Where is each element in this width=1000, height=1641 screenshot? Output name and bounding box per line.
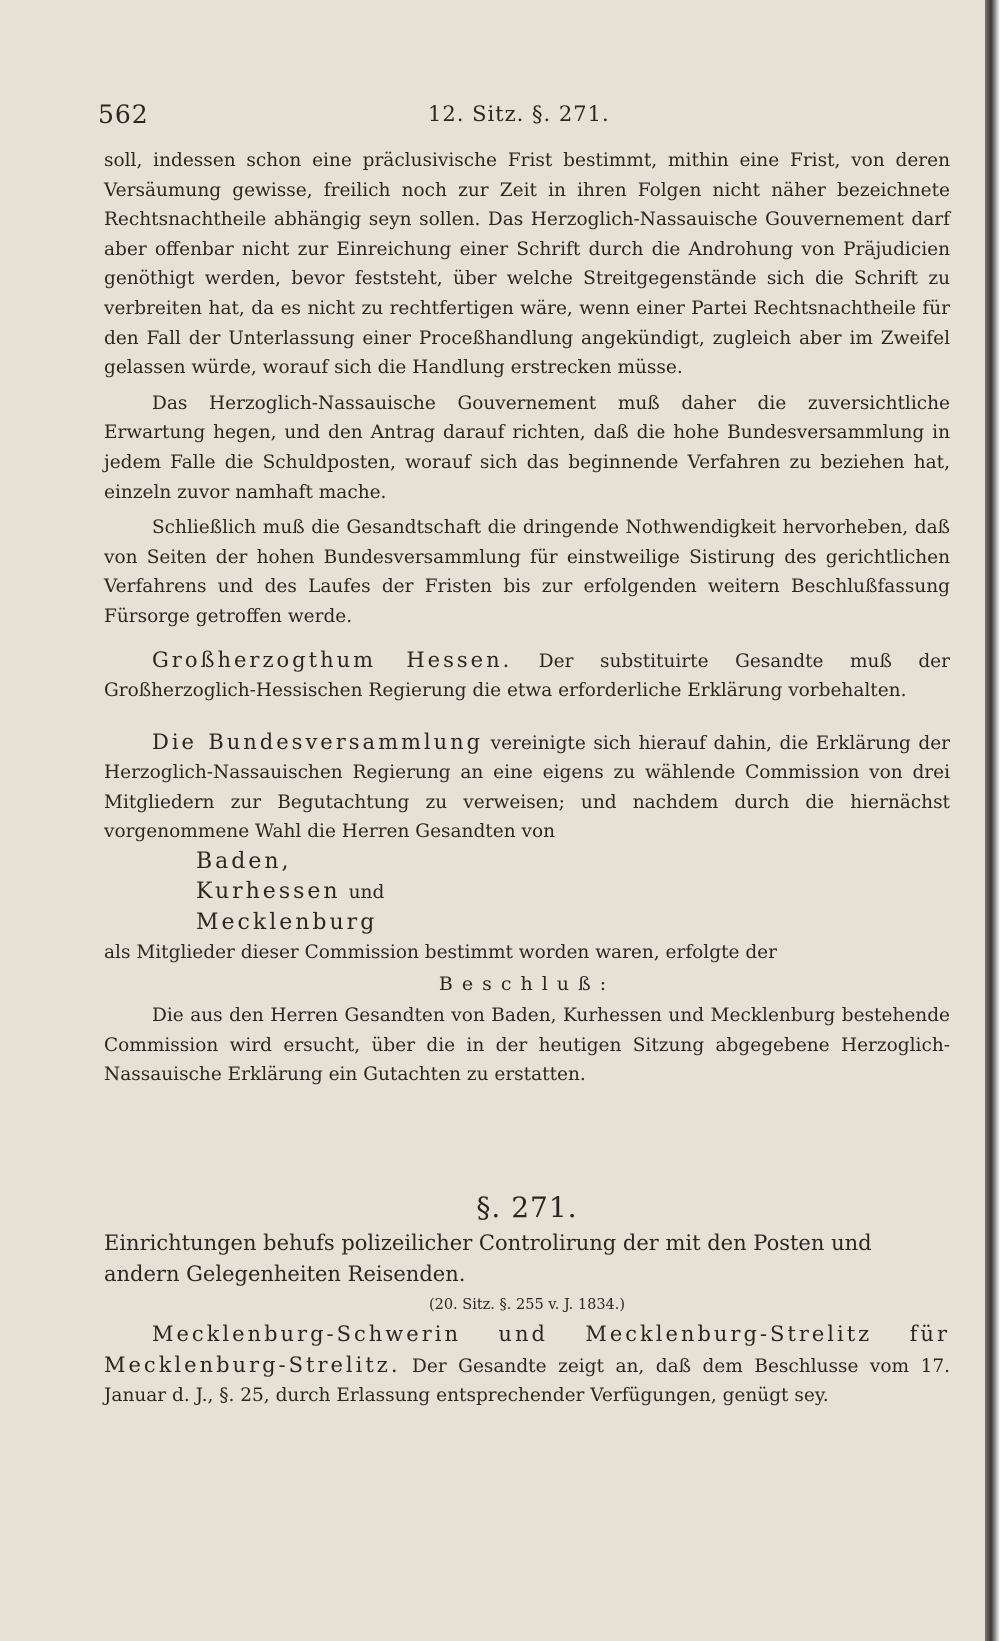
commission-members xyxy=(196,847,950,938)
running-head: 12. Sitz. §. 271. xyxy=(428,102,610,126)
member-kurhessen-name: Kurhessen xyxy=(196,879,341,905)
paragraph-resolution: Die aus den Herren Gesandten von Baden, Kurhessen und Mecklenburg bestehende Commission wird ersucht, über die in der heutigen Sitzung abgegebene Herzoglich-Nassauische Erklärung ein Gutachten zu erstatten. xyxy=(104,1005,950,1086)
member-baden: Baden, xyxy=(196,849,292,875)
section-number: §. 271. xyxy=(476,1191,578,1225)
bundesversammlung-heading: Die Bundesversammlung xyxy=(152,729,484,754)
members-conjunction: und xyxy=(348,882,385,904)
state-name-mecklenburg: Mecklenburg-Schwerin und Mecklenburg-Strelitz für Mecklenburg-Strelitz. xyxy=(104,1322,950,1377)
page-number: 562 xyxy=(98,100,149,129)
paragraph-3: Schließlich muß die Gesandtschaft die dringende Nothwendigkeit hervorheben, daß von Seiten der hohen Bundesversammlung für einstweilige Sistirung des gerichtlichen Verfahrens und des Laufes der Fristen bis zur erfolgenden weitern Beschlußfassung Fürsorge getroffen werde. xyxy=(104,517,950,627)
paragraph-bundesversammlung xyxy=(104,728,950,847)
hessen-statement: Der substituirte Gesandte muß der Großherzoglich-Hessischen Regierung die etwa erforderliche Erklärung vorbehalten. xyxy=(104,650,950,702)
paragraph-hessen xyxy=(104,646,950,706)
section-title: Einrichtungen behufs polizeilicher Controlirung der mit den Posten und andern Gelegenheiten Reisenden. xyxy=(104,1231,872,1287)
member-mecklenburg: Mecklenburg xyxy=(196,910,378,936)
mecklenburg-statement: Der Gesandte zeigt an, daß dem Beschlusse vom 17. Januar d. J., §. 25, durch Erlassung entsprechender Verfügungen, genügt sey. xyxy=(104,1355,950,1407)
section-reference: (20. Sitz. §. 255 v. J. 1834.) xyxy=(428,1297,626,1314)
page-edge-shadow xyxy=(985,0,1000,1641)
paragraph-2: Das Herzoglich-Nassauische Gouvernement muß daher die zuversichtliche Erwartung hegen, und den Antrag darauf richten, daß die hohe Bundesversammlung in jedem Falle die Schuldposten, worauf sich das beginnende Verfahren zu beziehen hat, einzeln zuvor namhaft mache. xyxy=(104,392,950,503)
paragraph-commission: als Mitglieder dieser Commission bestimmt worden waren, erfolgte der xyxy=(104,942,777,964)
member-kurhessen xyxy=(196,877,950,908)
paragraph-mecklenburg xyxy=(104,1320,950,1411)
beschluss-heading: Beschluß: xyxy=(438,972,616,995)
page-body xyxy=(104,146,950,1411)
page-header xyxy=(98,100,948,134)
paragraph-1: soll, indessen schon eine präclusivische Frist bestimmt, mithin eine Frist, von deren Versäumung gewisse, freilich noch zur Zeit in ihren Folgen nicht näher bezeichnete Rechtsnachtheile abhängig seyn sollen. Das Herzoglich-Nassauische Gouvernement darf aber offenbar nicht zur Einreichung einer Schrift durch die Androhung von Präjudicien genöthigt werden, bevor feststeht, über welche Streitgegenstände sich die Schrift zu verbreiten hat, da es nicht zu rechtfertigen wäre, wenn einer Partei Rechtsnachtheile für den Fall der Unterlassung einer Proceßhandlung angekündigt, zugleich aber im Zweifel gelassen würde, worauf sich die Handlung erstrecken müsse. xyxy=(104,150,950,379)
state-name-hessen: Großherzogthum Hessen. xyxy=(152,647,513,672)
bundesversammlung-text: vereinigte sich hierauf dahin, die Erklärung der Herzoglich-Nassauischen Regierung an eine eigens zu wählende Commission von drei Mitgliedern zur Begutachtung zu verweisen; und nachdem durch die hiernächst vorgenommene Wahl die Herren Gesandten von xyxy=(104,732,950,843)
